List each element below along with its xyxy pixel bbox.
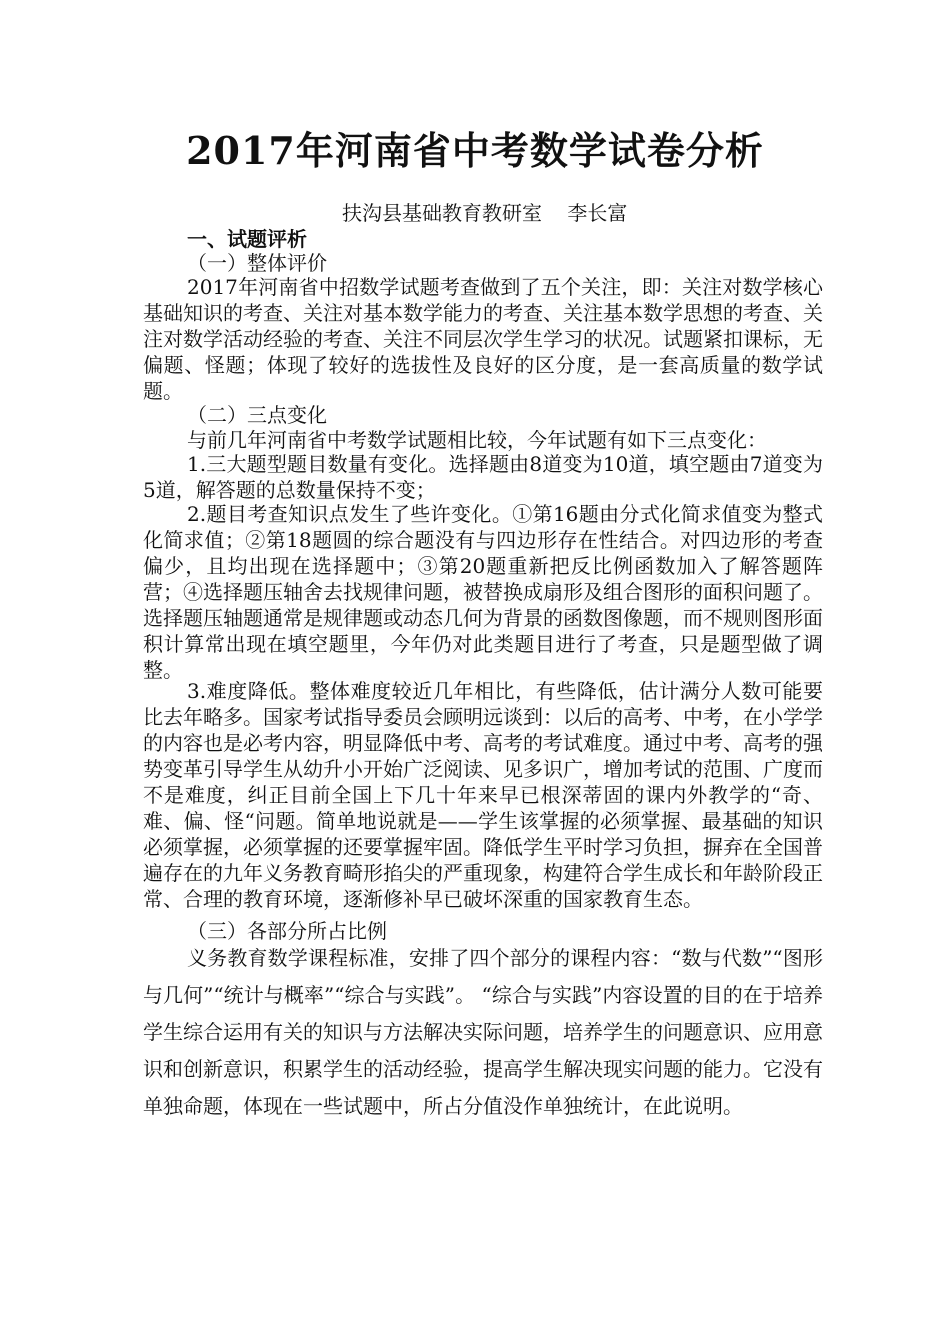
section-heading-1: 一、试题评析 <box>187 227 307 251</box>
paragraph-change-3: 3.难度降低。整体难度较近几年相比，有些降低，估计满分人数可能要比去年略多。国家考试指导委员会顾明远谈到：以后的高考、中考，在小学学的内容也是必考内容，明显降低中考、高考的考试难度。通过中考、高考的强势变革引导学生从幼升小开始广泛阅读、见多识广，增加考试的范围、广度而不是难度，纠正目前全国上下几十年来早已根深蒂固的课内外教学的“奇、难、偏、怪“问题。简单地说就是——学生该掌握的必须掌握、最基础的知识必须掌握，必须掌握的还要掌握牢固。降低学生平时学习负担，摒弃在全国普遍存在的九年义务教育畸形掐尖的严重现象，构建符合学生成长和年龄阶段正常、合理的教育环境，逐渐修补早已破坏深重的国家教育生态。 <box>143 679 823 911</box>
author-line: 扶沟县基础教育教研室 李长富 <box>342 201 628 225</box>
paragraph-overall-evaluation: 2017年河南省中招数学试题考查做到了五个关注，即：关注对数学核心基础知识的考查、关注对基本数学能力的考查、关注基本数学思想的考查、关注对数学活动经验的考查、关注不同层次学生学习的状况。试题紧扣课标，无偏题、怪题；体现了较好的选拔性及良好的区分度，是一套高质量的数学试题。 <box>143 275 823 403</box>
paragraph-change-2: 2.题目考查知识点发生了些许变化。①第16题由分式化简求值变为整式化简求值；②第18题圆的综合题没有与四边形存在性结合。对四边形的考查偏少，且均出现在选择题中；③第20题重新把反比例函数加入了解答题阵营；④选择题压轴舍去找规律问题，被替换成扇形及组合图形的面积问题了。选择题压轴题通常是规律题或动态几何为背景的函数图像题，而不规则图形面积计算常出现在填空题里，今年仍对此类题目进行了考查，只是题型做了调整。 <box>143 502 823 682</box>
subsection-heading-overall: （一）整体评价 <box>187 251 327 275</box>
paragraph-proportion: 义务教育数学课程标准，安排了四个部分的课程内容：“数与代数”“图形与几何”“统计与概率”“综合与实践”。 “综合与实践”内容设置的目的在于培养学生综合运用有关的知识与方法解决实际问题，培养学生的问题意识、应用意识和创新意识，积累学生的活动经验，提高学生解决现实问题的能力。它没有单独命题，体现在一些试题中，所占分值没作单独统计，在此说明。 <box>143 946 823 1118</box>
paragraph-changes-intro: 与前几年河南省中考数学试题相比较，今年试题有如下三点变化： <box>187 428 767 452</box>
subsection-heading-changes: （二）三点变化 <box>187 403 327 427</box>
subsection-heading-proportion: （三）各部分所占比例 <box>187 919 387 943</box>
paragraph-change-1: 1.三大题型题目数量有变化。选择题由8道变为10道，填空题由7道变为5道，解答题的总数量保持不变； <box>143 452 823 502</box>
document-title: 2017年河南省中考数学试卷分析 <box>186 128 764 173</box>
